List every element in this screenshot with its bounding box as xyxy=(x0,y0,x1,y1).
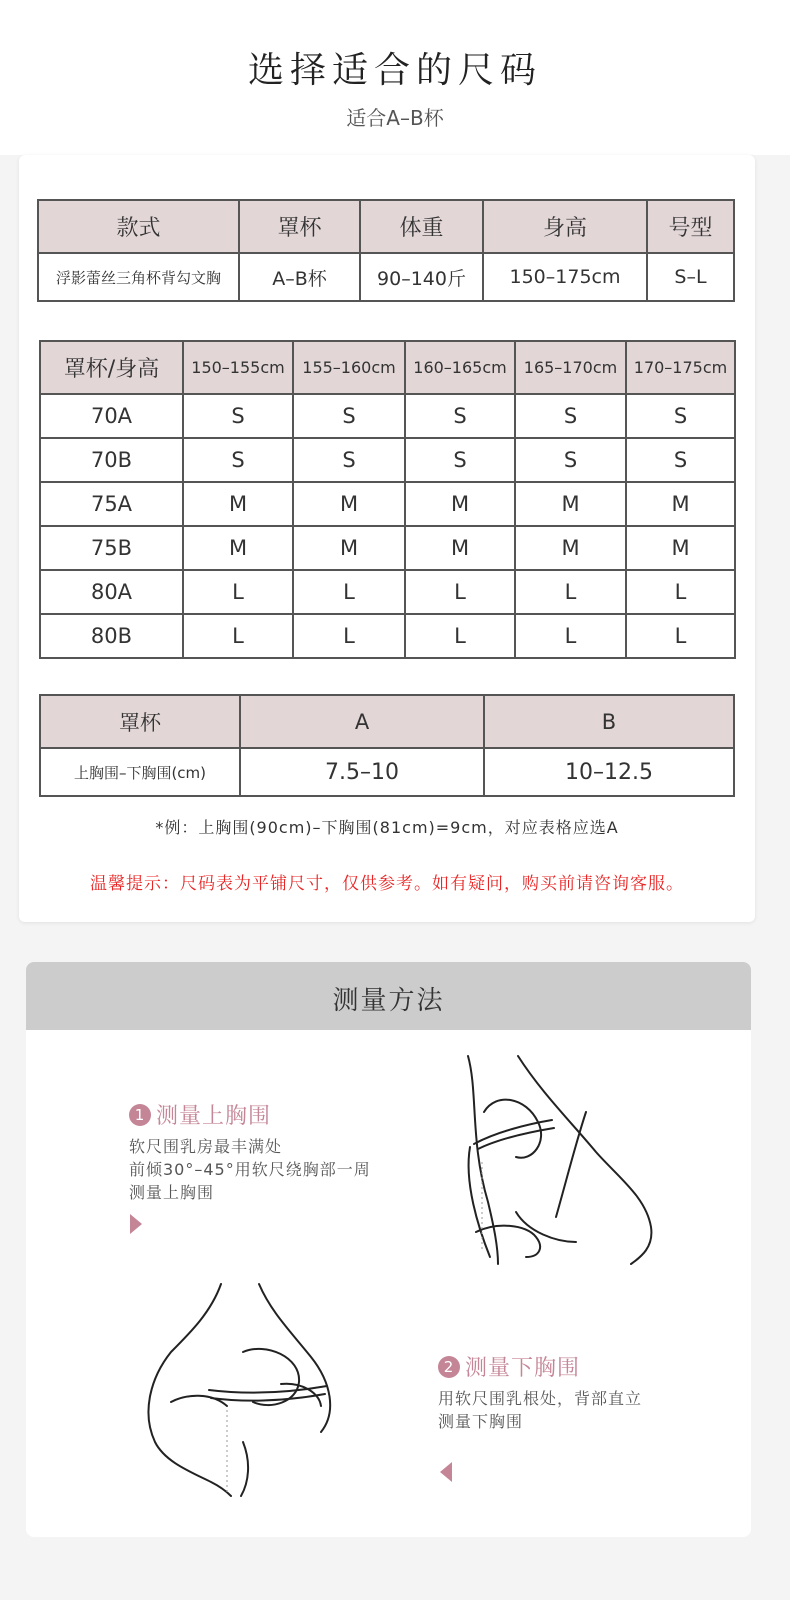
cup-table-header: 罩杯 xyxy=(40,695,240,748)
size-cell: L xyxy=(183,614,293,658)
header-height: 身高 xyxy=(483,200,647,253)
size-cell: S xyxy=(293,438,405,482)
step1-title xyxy=(129,1099,271,1130)
step2-title-text: 测量下胸围 xyxy=(465,1356,581,1381)
size-cell: L xyxy=(515,614,626,658)
height-range: 170–175cm xyxy=(626,341,735,394)
under-bust-illustration-icon xyxy=(131,1282,346,1497)
size-cell: S xyxy=(626,438,735,482)
play-right-icon xyxy=(130,1214,142,1234)
product-height: 150–175cm xyxy=(483,253,647,301)
table-row xyxy=(40,526,735,570)
step2-number: 2 xyxy=(438,1356,460,1378)
size-table-corner: 罩杯/身高 xyxy=(40,341,183,394)
height-range: 150–155cm xyxy=(183,341,293,394)
cup-size: 80A xyxy=(40,570,183,614)
step2-title xyxy=(438,1351,580,1382)
size-cell: L xyxy=(626,570,735,614)
size-cell: M xyxy=(183,482,293,526)
size-cell: L xyxy=(626,614,735,658)
size-cell: S xyxy=(183,394,293,438)
notice-text: 温馨提示：尺码表为平铺尺寸，仅供参考。如有疑问，购买前请咨询客服。 xyxy=(90,874,684,894)
page-subtitle: 适合A–B杯 xyxy=(346,106,444,130)
size-cell: S xyxy=(293,394,405,438)
size-cell: S xyxy=(183,438,293,482)
step2-description xyxy=(438,1387,642,1433)
size-cell: S xyxy=(405,394,515,438)
product-size-type: S–L xyxy=(647,253,734,301)
height-range: 155–160cm xyxy=(293,341,405,394)
table-row xyxy=(40,614,735,658)
header-cup: 罩杯 xyxy=(239,200,360,253)
size-cell: M xyxy=(293,526,405,570)
size-cell: M xyxy=(626,482,735,526)
measure-card xyxy=(26,962,751,1537)
size-cell: L xyxy=(515,570,626,614)
table-row xyxy=(40,482,735,526)
cup-size: 70A xyxy=(40,394,183,438)
size-cell: L xyxy=(405,570,515,614)
size-cell: M xyxy=(515,526,626,570)
table-row xyxy=(40,438,735,482)
measure-header xyxy=(26,962,751,1030)
cup-table xyxy=(39,694,735,797)
size-cell: M xyxy=(405,482,515,526)
size-cell: S xyxy=(405,438,515,482)
height-range: 160–165cm xyxy=(405,341,515,394)
size-cell: L xyxy=(405,614,515,658)
table-row xyxy=(40,570,735,614)
size-cell: M xyxy=(405,526,515,570)
step1-line: 前倾30°–45°用软尺绕胸部一周 xyxy=(129,1160,371,1179)
page-header xyxy=(0,0,790,155)
step2-line: 测量下胸围 xyxy=(438,1412,524,1431)
cup-a-range: 7.5–10 xyxy=(240,748,484,796)
size-table xyxy=(39,340,736,659)
size-chart-card xyxy=(19,155,755,922)
upper-bust-illustration-icon xyxy=(456,1052,656,1267)
step1-number: 1 xyxy=(129,1104,151,1126)
header-style: 款式 xyxy=(38,200,239,253)
cup-table-row-label: 上胸围–下胸围(cm) xyxy=(40,748,240,796)
step1-description xyxy=(129,1135,371,1204)
measure-title: 测量方法 xyxy=(332,986,445,1016)
play-left-icon xyxy=(440,1462,452,1482)
header-size-type: 号型 xyxy=(647,200,734,253)
cup-table-header-b: B xyxy=(484,695,734,748)
size-cell: L xyxy=(293,570,405,614)
size-cell: S xyxy=(515,394,626,438)
page-title: 选择适合的尺码 xyxy=(247,50,542,91)
product-weight: 90–140斤 xyxy=(360,253,483,301)
cup-size: 70B xyxy=(40,438,183,482)
cup-b-range: 10–12.5 xyxy=(484,748,734,796)
cup-size: 80B xyxy=(40,614,183,658)
step2-line: 用软尺围乳根处，背部直立 xyxy=(438,1389,643,1408)
product-table xyxy=(37,199,735,302)
size-cell: M xyxy=(626,526,735,570)
product-style: 浮影蕾丝三角杯背勾文胸 xyxy=(38,253,239,301)
size-cell: M xyxy=(183,526,293,570)
size-cell: L xyxy=(183,570,293,614)
step1-title-text: 测量上胸围 xyxy=(156,1104,272,1129)
table-row xyxy=(38,253,734,301)
example-text: *例：上胸围(90cm)–下胸围(81cm)=9cm，对应表格应选A xyxy=(155,818,619,837)
step1-line: 软尺围乳房最丰满处 xyxy=(129,1137,283,1156)
cup-size: 75B xyxy=(40,526,183,570)
table-row xyxy=(40,748,734,796)
product-cup: A–B杯 xyxy=(239,253,360,301)
height-range: 165–170cm xyxy=(515,341,626,394)
cup-table-header-a: A xyxy=(240,695,484,748)
size-cell: M xyxy=(293,482,405,526)
header-weight: 体重 xyxy=(360,200,483,253)
size-cell: S xyxy=(515,438,626,482)
table-row xyxy=(40,394,735,438)
size-cell: L xyxy=(293,614,405,658)
size-cell: S xyxy=(626,394,735,438)
size-cell: M xyxy=(515,482,626,526)
cup-size: 75A xyxy=(40,482,183,526)
step1-line: 测量上胸围 xyxy=(129,1183,215,1202)
